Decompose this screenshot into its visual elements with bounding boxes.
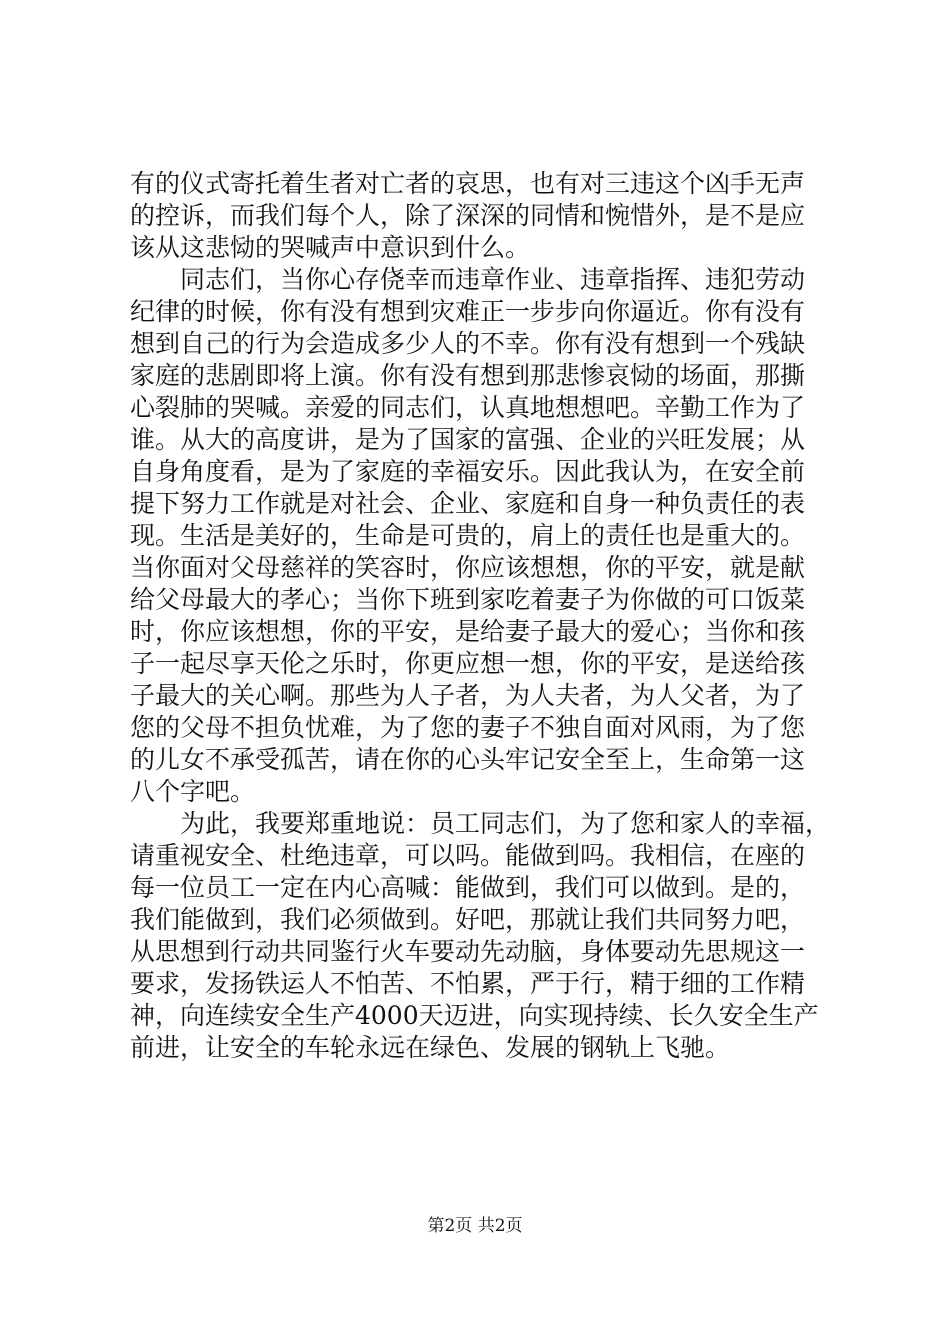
text-line: 神，向连续安全生产4000天迈进，向实现持续、长久安全生产 — [130, 1001, 819, 1030]
text-line: 心裂肺的哭喊。亲爱的同志们，认真地想想吧。辛勤工作为了 — [130, 393, 806, 422]
text-line: 当你面对父母慈祥的笑容时，你应该想想，你的平安，就是献 — [130, 553, 806, 582]
text-line: 八个字吧。 — [130, 777, 256, 806]
text-line: 现。生活是美好的，生命是可贵的，肩上的责任也是重大的。 — [130, 521, 806, 550]
paragraph-start-line: 同志们，当你心存侥幸而违章作业、违章指挥、违犯劳动 — [180, 265, 806, 294]
text-line: 提下努力工作就是对社会、企业、家庭和自身一种负责任的表 — [130, 489, 806, 518]
text-line: 子最大的关心啊。那些为人子者，为人夫者，为人父者，为了 — [130, 681, 806, 710]
body-text — [130, 168, 830, 1064]
text-line: 的控诉，而我们每个人，除了深深的同情和惋惜外，是不是应 — [130, 201, 806, 230]
text-line: 要求，发扬铁运人不怕苦、不怕累，严于行，精于细的工作精 — [130, 969, 806, 998]
text-line: 请重视安全、杜绝违章，可以吗。能做到吗。我相信，在座的 — [130, 841, 806, 870]
text-line: 有的仪式寄托着生者对亡者的哀思，也有对三违这个凶手无声 — [130, 169, 806, 198]
text-line: 时，你应该想想，你的平安，是给妻子最大的爱心；当你和孩 — [130, 617, 806, 646]
text-line: 纪律的时候，你有没有想到灾难正一步步向你逼近。你有没有 — [130, 297, 806, 326]
text-line: 谁。从大的高度讲，是为了国家的富强、企业的兴旺发展；从 — [130, 425, 806, 454]
paragraph-start-line: 为此，我要郑重地说：员工同志们，为了您和家人的幸福， — [180, 809, 831, 838]
text-line: 给父母最大的孝心；当你下班到家吃着妻子为你做的可口饭菜 — [130, 585, 806, 614]
text-line: 自身角度看，是为了家庭的幸福安乐。因此我认为，在安全前 — [130, 457, 806, 486]
text-line: 子一起尽享天伦之乐时，你更应想一想，你的平安，是送给孩 — [130, 649, 806, 678]
text-line: 想到自己的行为会造成多少人的不幸。你有没有想到一个残缺 — [130, 329, 806, 358]
text-line: 您的父母不担负忧难，为了您的妻子不独自面对风雨，为了您 — [130, 713, 806, 742]
text-line: 从思想到行动共同鉴行火车要动先动脑，身体要动先思规这一 — [130, 937, 806, 966]
text-line: 我们能做到，我们必须做到。好吧，那就让我们共同努力吧， — [130, 905, 806, 934]
text-line: 的儿女不承受孤苦，请在你的心头牢记安全至上，生命第一这 — [130, 745, 806, 774]
page-footer: 第2页 共2页 — [427, 1216, 523, 1236]
text-line: 该从这悲恸的哭喊声中意识到什么。 — [130, 233, 531, 262]
text-line: 前进，让安全的车轮永远在绿色、发展的钢轨上飞驰。 — [130, 1033, 731, 1062]
text-line: 家庭的悲剧即将上演。你有没有想到那悲惨哀恸的场面，那撕 — [130, 361, 806, 390]
text-line: 每一位员工一定在内心高喊：能做到，我们可以做到。是的， — [130, 873, 806, 902]
